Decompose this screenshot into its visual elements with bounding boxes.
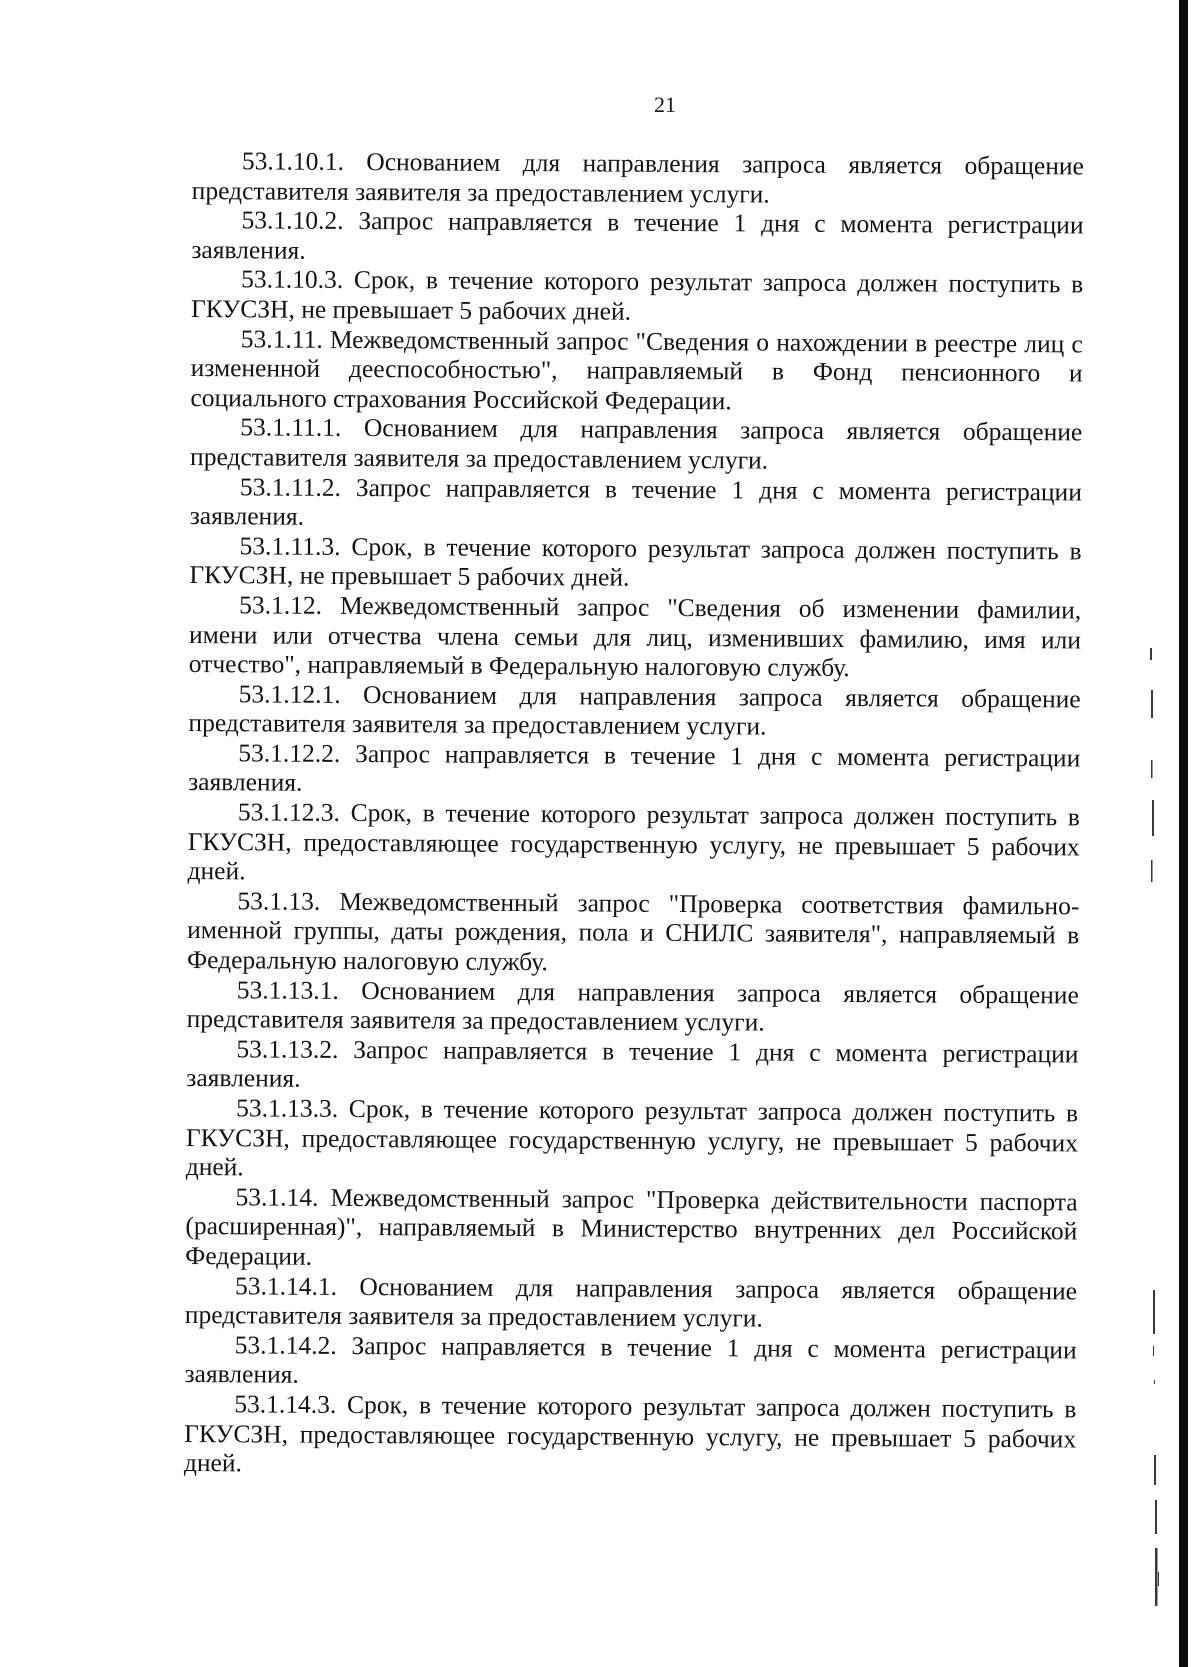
document-body: [184, 146, 1084, 1483]
paragraph-53-1-12-3: 53.1.12.3. Срок, в течение которого результат запроса должен поступить в ГКУСЗН, предоставляющее государственную услугу, не превышает 5 рабочих дней.: [187, 797, 1081, 886]
paragraph-53-1-13-2: 53.1.13.2. Запрос направляется в течение 1 дня с момента регистрации заявления.: [186, 1034, 1079, 1094]
paragraph-53-1-12-2: 53.1.12.2. Запрос направляется в течение 1 дня с момента регистрации заявления.: [188, 738, 1081, 798]
paragraph-53-1-13-3: 53.1.13.3. Срок, в течение которого результат запроса должен поступить в ГКУСЗН, предоставляющее государственную услугу, не превышает 5 рабочих дней.: [185, 1093, 1079, 1182]
paragraph-53-1-11-1: 53.1.11.1. Основанием для направления запроса является обращение представителя заявителя за предоставлением услуги.: [190, 412, 1083, 475]
paragraph-53-1-14: 53.1.14. Межведомственный запрос "Проверка действительности паспорта (расширенная)", направляемый в Министерство внутренних дел Российской Федерации.: [185, 1182, 1078, 1271]
paragraph-53-1-11-3: 53.1.11.3. Срок, в течение которого результат запроса должен поступить в ГКУСЗН, не превышает 5 рабочих дней.: [189, 531, 1082, 592]
paragraph-53-1-13-1: 53.1.13.1. Основанием для направления запроса является обращение представителя заявителя за предоставлением услуги.: [186, 974, 1079, 1037]
paragraph-53-1-14-2: 53.1.14.2. Запрос направляется в течение 1 дня с момента регистрации заявления.: [184, 1330, 1077, 1390]
paragraph-53-1-14-3: 53.1.14.3. Срок, в течение которого результат запроса должен поступить в ГКУСЗН, предоставляющее государственную услугу, не превышает 5 рабочих дней.: [183, 1389, 1077, 1478]
paragraph-53-1-12: 53.1.12. Межведомственный запрос "Сведения об изменении фамилии, имени или отчества члена семьи для лиц, изменивших фамилию, имя или отчество", направляемый в Федеральную налоговую службу.: [188, 590, 1082, 683]
paragraph-53-1-10-1: 53.1.10.1. Основанием для направления запроса является обращение представителя заявителя за предоставлением услуги.: [191, 146, 1084, 209]
page-number: 21: [654, 92, 676, 117]
paragraph-53-1-10-3: 53.1.10.3. Срок, в течение которого результат запроса должен поступить в ГКУСЗН, не превышает 5 рабочих дней.: [190, 264, 1084, 326]
paragraph-53-1-10-2: 53.1.10.2. Запрос направляется в течение 1 дня с момента регистрации заявления.: [191, 205, 1084, 265]
paragraph-53-1-13: 53.1.13. Межведомственный запрос "Проверка соответствия фамильно-именной группы, даты рождения, пола и СНИЛС заявителя", направляемый в Федеральную налоговую службу.: [186, 886, 1080, 977]
paragraph-53-1-14-1: 53.1.14.1. Основанием для направления запроса является обращение представителя заявителя за предоставлением услуги.: [184, 1270, 1078, 1333]
paragraph-53-1-11: 53.1.11. Межведомственный запрос "Сведения о нахождении в реестре лиц с измененной дееспособностью", направляемый в Фонд пенсионного и социального страхования Российской Федерации.: [190, 323, 1083, 416]
paragraph-53-1-12-1: 53.1.12.1. Основанием для направления запроса является обращение представителя заявителя за предоставлением услуги.: [188, 678, 1081, 741]
paragraph-53-1-11-2: 53.1.11.2. Запрос направляется в течение 1 дня с момента регистрации заявления.: [189, 471, 1082, 531]
